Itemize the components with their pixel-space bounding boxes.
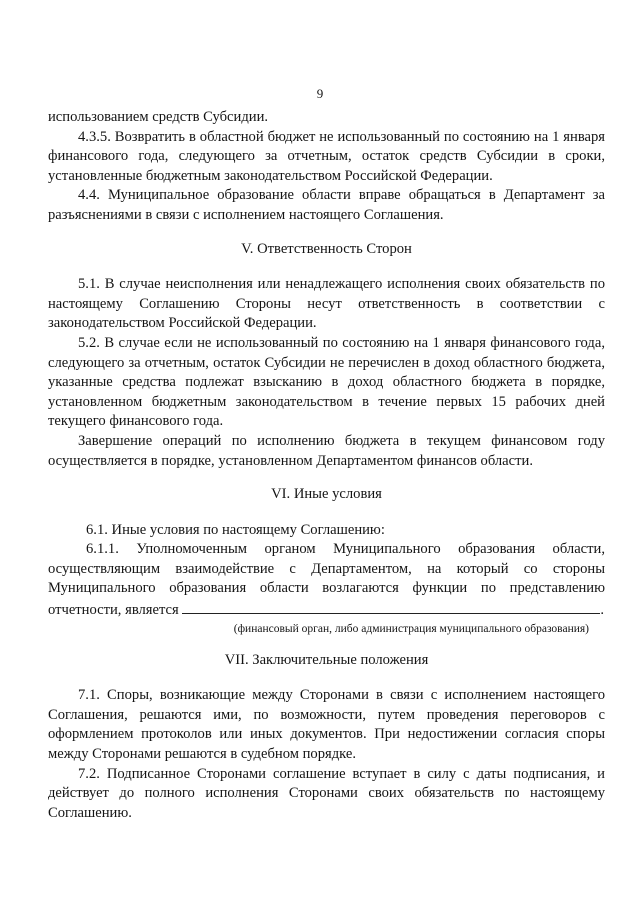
blank-fill-line bbox=[182, 599, 600, 614]
section-heading-vi: VI. Иные условия bbox=[271, 486, 382, 503]
document-body bbox=[48, 108, 605, 823]
clause-5-2-completion: Завершение операций по исполнению бюджета в текущем финансовом году осуществляется в порядке, установленном Департаментом финансов области. bbox=[48, 432, 605, 469]
clause-5-1: 5.1. В случае неисполнения или ненадлежащего исполнения своих обязательств по настоящему Соглашению Стороны несут ответственность в соответствии с законодательством Российской Федерации. bbox=[48, 276, 605, 332]
paragraph-continuation: использованием средств Субсидии. bbox=[48, 109, 269, 125]
clause-4-3-5: 4.3.5. Возвратить в областной бюджет не использованный по состоянию на 1 января финансового года, следующего за отчетным, остаток средств Субсидии в сроки, установленные бюджетным законодательством Российской Федерации. bbox=[48, 128, 605, 184]
clause-6-1-1-end: . bbox=[600, 602, 605, 619]
clause-7-2: 7.2. Подписанное Сторонами соглашение вступает в силу с даты подписания, и действует до полного исполнения Сторонами своих обязательств по настоящему Соглашению. bbox=[48, 765, 605, 821]
section-heading-vii: VII. Заключительные положения bbox=[224, 651, 429, 668]
clause-6-1-1-text: 6.1.1. Уполномоченным органом Муниципального образования области, осуществляющим взаимодействие с Департаментом, на который со стороны Муниципального образования области возлагаются функции по представлению отчетности, является bbox=[48, 541, 605, 619]
fill-line-caption: (финансовый орган, либо администрация муниципального образования) bbox=[233, 622, 589, 635]
clause-4-4: 4.4. Муниципальное образование области вправе обращаться в Департамент за разъяснениями в связи с исполнением настоящего Соглашения. bbox=[48, 187, 605, 223]
page-number: 9 bbox=[316, 86, 324, 101]
clause-7-1: 7.1. Споры, возникающие между Сторонами в связи с исполнением настоящего Соглашения, решаются ими, по возможности, путем проведения переговоров с оформлением протоколов или иных документов. При недостижении согласия споры между Сторонами решаются в судебном порядке. bbox=[48, 687, 605, 763]
clause-6-1-1 bbox=[48, 540, 605, 620]
clause-5-2: 5.2. В случае если не использованный по состоянию на 1 января финансового года, следующего за отчетным, остаток Субсидии не перечислен в доход областного бюджета, указанные средства подлежат взысканию в доход областного бюджета в порядке, установленном бюджетным законодательством в течение первых 15 рабочих дней текущего финансового года. bbox=[48, 334, 605, 430]
section-heading-v: V. Ответственность Сторон bbox=[241, 240, 412, 257]
clause-6-1: 6.1. Иные условия по настоящему Соглашению: bbox=[86, 521, 385, 538]
